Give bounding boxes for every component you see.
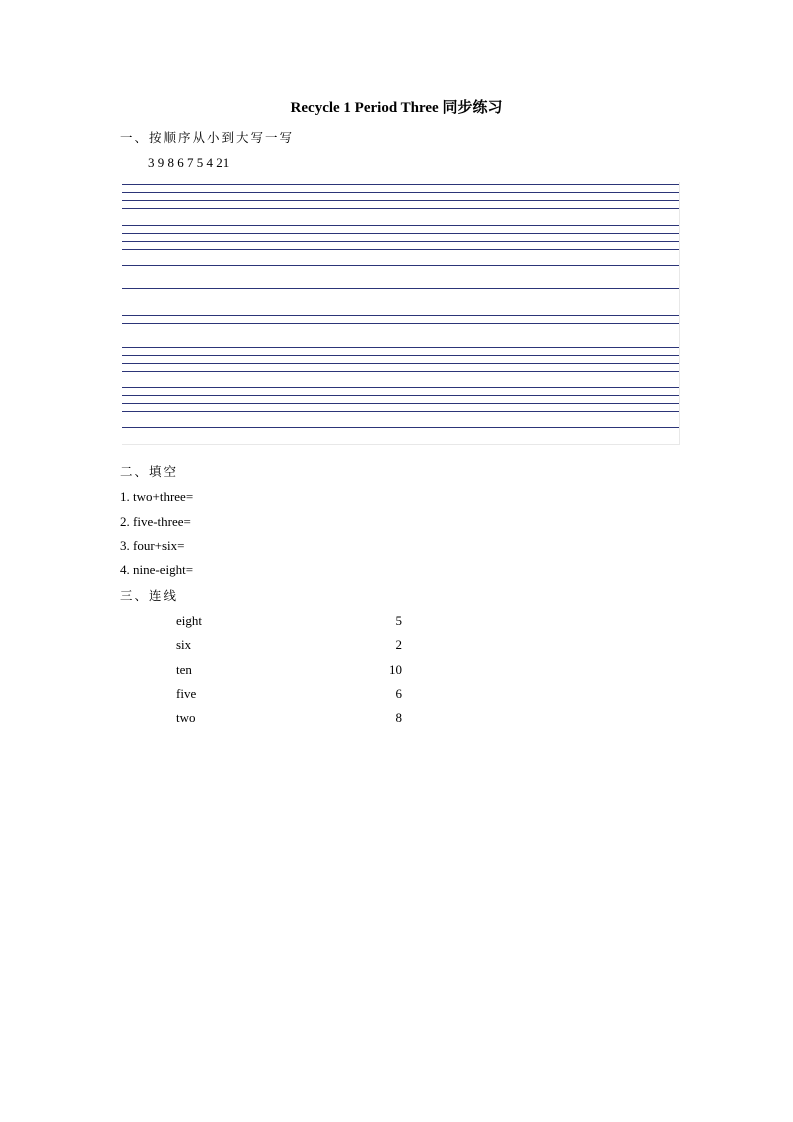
writing-line <box>122 288 679 289</box>
writing-line <box>122 192 679 193</box>
section1-heading: 一、按顺序从小到大写一写 <box>120 130 295 145</box>
writing-line <box>122 200 679 201</box>
match-word: six <box>176 637 192 652</box>
handwriting-lines-area[interactable] <box>122 182 680 445</box>
writing-line <box>122 233 679 234</box>
fill-item: 3. four+six= <box>120 538 185 553</box>
writing-line <box>122 208 679 209</box>
section2-heading: 二、填空 <box>120 464 179 479</box>
writing-line <box>122 315 679 316</box>
writing-line <box>122 355 679 356</box>
section3-heading: 三、连线 <box>120 588 179 603</box>
writing-line <box>122 387 679 388</box>
writing-line <box>122 411 679 412</box>
numbers-to-sort: 3 9 8 6 7 5 4 21 <box>148 155 230 170</box>
writing-line <box>122 184 679 185</box>
match-word: five <box>176 686 197 701</box>
match-number: 8 <box>395 710 402 725</box>
match-number: 2 <box>395 637 402 652</box>
match-number: 6 <box>395 686 402 701</box>
fill-item: 2. five-three= <box>120 514 191 529</box>
writing-line <box>122 371 679 372</box>
match-word: two <box>176 710 196 725</box>
writing-line <box>122 427 679 428</box>
fill-item: 4. nine-eight= <box>120 562 194 577</box>
writing-line <box>122 395 679 396</box>
writing-line <box>122 225 679 226</box>
writing-line <box>122 363 679 364</box>
match-number: 10 <box>389 662 402 677</box>
fill-item: 1. two+three= <box>120 489 194 504</box>
match-word: eight <box>176 613 202 628</box>
writing-line <box>122 403 679 404</box>
match-number: 5 <box>395 613 402 628</box>
page-title: Recycle 1 Period Three 同步练习 <box>290 100 503 116</box>
match-word: ten <box>176 662 192 677</box>
writing-line <box>122 323 679 324</box>
writing-line <box>122 241 679 242</box>
writing-line <box>122 347 679 348</box>
writing-line <box>122 249 679 250</box>
writing-line <box>122 265 679 266</box>
